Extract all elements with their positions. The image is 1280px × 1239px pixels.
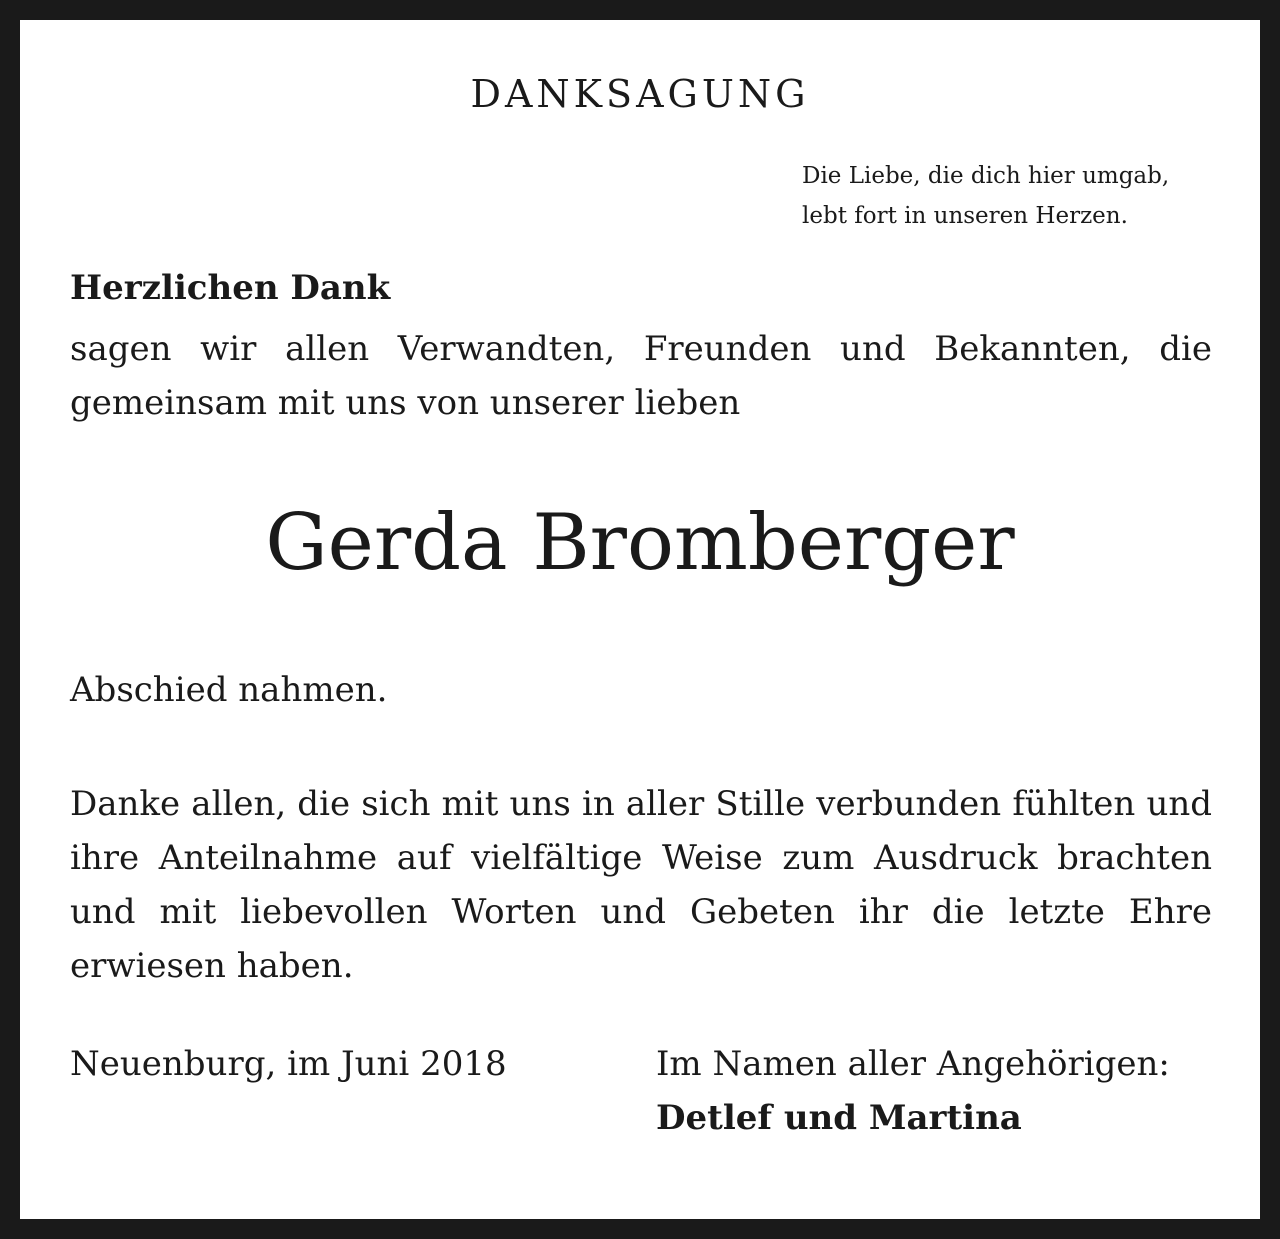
thanks-paragraph: Danke allen, die sich mit uns in aller Stille verbunden fühlten und ihre Anteilnahme auf vielfältige Weise zum Ausdruck brachten und mit liebevollen Worten und Gebeten ihr die letzte Ehre erwiesen haben. — [70, 784, 1212, 986]
farewell-text: Abschied nahmen. — [70, 670, 388, 710]
signature-label: Im Namen aller Angehörigen: — [656, 1044, 1170, 1084]
notice-title: DANKSAGUNG — [470, 72, 810, 116]
intro-text: sagen wir allen Verwandten, Freunden und Bekannten, die gemeinsam mit uns von unserer lieben — [70, 329, 1212, 423]
place-date: Neuenburg, im Juni 2018 — [70, 1044, 507, 1084]
motto-line-2: lebt fort in unseren Herzen. — [802, 203, 1128, 229]
signature-names: Detlef und Martina — [656, 1098, 1022, 1138]
motto-quote — [802, 156, 1232, 236]
motto-line-1: Die Liebe, die dich hier umgab, — [802, 163, 1170, 189]
intro-heading: Herzlichen Dank — [70, 268, 391, 308]
deceased-name: Gerda Bromberger — [265, 498, 1015, 588]
